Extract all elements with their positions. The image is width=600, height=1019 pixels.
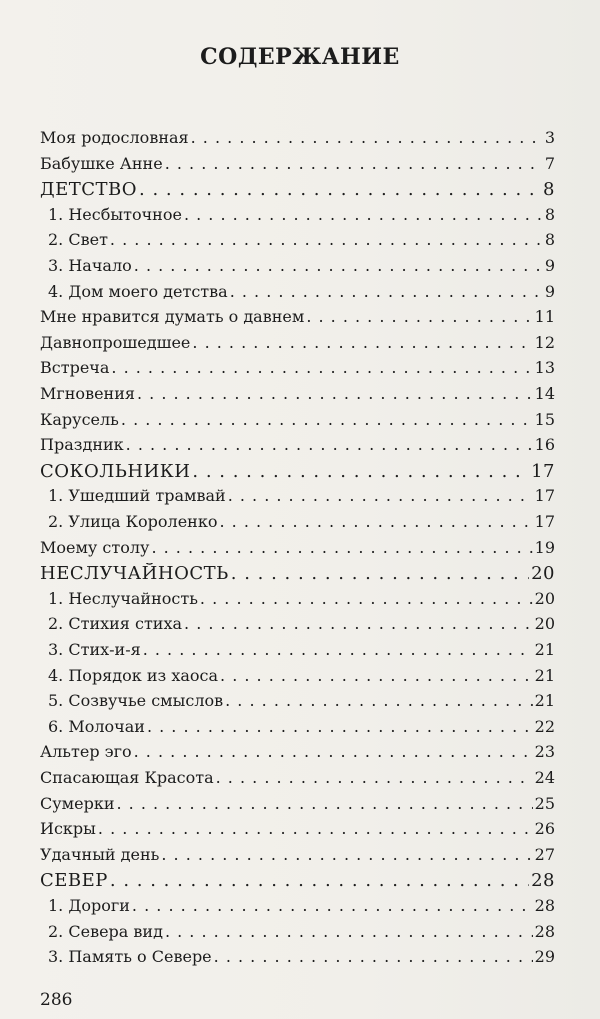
toc-entry	[40, 384, 555, 403]
toc-entry-page: 17	[531, 461, 555, 482]
toc-entry	[48, 589, 555, 608]
toc-entry	[48, 614, 555, 633]
toc-entry	[40, 538, 555, 557]
page-title: СОДЕРЖАНИЕ	[200, 44, 400, 70]
toc-entry	[40, 461, 555, 482]
toc-entry	[40, 845, 555, 864]
toc-entry	[40, 742, 555, 761]
toc-entry	[48, 947, 555, 966]
dot-leader	[200, 589, 533, 608]
toc-entry-title: Давнопрошедшее	[40, 333, 191, 352]
toc-entry-title: Мне нравится думать о давнем	[40, 307, 305, 326]
toc-entry-page: 11	[534, 307, 555, 326]
dot-leader	[143, 640, 533, 659]
dot-leader	[214, 947, 533, 966]
toc-entry-page: 3	[544, 128, 555, 147]
dot-leader	[111, 358, 532, 377]
toc-entry-title: Праздник	[40, 435, 124, 454]
toc-entry	[40, 870, 555, 891]
toc-entry-title: 2. Стихия стиха	[48, 614, 183, 633]
toc-entry	[48, 512, 555, 531]
toc-entry	[40, 333, 555, 352]
dot-leader	[98, 819, 533, 838]
toc-entry-title: 3. Начало	[48, 256, 132, 275]
dot-leader	[147, 717, 533, 736]
toc-entry-page: 28	[534, 896, 555, 915]
toc-entry-title: НЕСЛУЧАЙНОСТЬ	[40, 563, 229, 584]
toc-entry	[48, 205, 555, 224]
dot-leader	[132, 896, 533, 915]
toc-entry-title: Спасающая Красота	[40, 768, 214, 787]
dot-leader	[220, 666, 533, 685]
dot-leader	[192, 333, 532, 352]
dot-leader	[116, 794, 532, 813]
toc-entry-title: 1. Ушедший трамвай	[48, 486, 226, 505]
toc-entry	[48, 922, 555, 941]
toc-entry-title: Мгновения	[40, 384, 135, 403]
dot-leader	[228, 486, 533, 505]
toc-entry-title: 4. Дом моего детства	[48, 282, 228, 301]
toc-entry-title: 4. Порядок из хаоса	[48, 666, 219, 685]
toc-entry-title: 6. Молочаи	[48, 717, 145, 736]
dot-leader	[161, 845, 532, 864]
toc-entry-page: 23	[534, 742, 555, 761]
toc-entry-page: 17	[534, 512, 555, 531]
dot-leader	[191, 128, 543, 147]
dot-leader	[126, 435, 533, 454]
toc-entry	[48, 486, 555, 505]
toc-entry-title: Моя родословная	[40, 128, 189, 147]
toc-entry-page: 21	[534, 640, 555, 659]
toc-entry-page: 21	[534, 691, 555, 710]
toc-entry	[48, 256, 555, 275]
toc-entry-page: 20	[534, 614, 555, 633]
toc-entry-title: 3. Память о Севере	[48, 947, 212, 966]
toc-entry	[48, 666, 555, 685]
dot-leader	[165, 154, 543, 173]
toc-entry	[40, 794, 555, 813]
toc-entry-page: 14	[534, 384, 555, 403]
toc-entry	[40, 358, 555, 377]
dot-leader	[216, 768, 533, 787]
toc-entry-page: 28	[531, 870, 555, 891]
toc-entry-page: 15	[534, 410, 555, 429]
dot-leader	[110, 870, 529, 891]
toc-entry-page: 13	[534, 358, 555, 377]
toc-entry	[40, 154, 555, 173]
toc-entry	[40, 435, 555, 454]
dot-leader	[151, 538, 532, 557]
toc-entry-title: 1. Неслучайность	[48, 589, 198, 608]
toc-entry-title: 5. Созвучье смыслов	[48, 691, 224, 710]
toc-entry	[48, 896, 555, 915]
dot-leader	[230, 282, 543, 301]
toc-entry-page: 20	[531, 563, 555, 584]
toc-entry-title: СЕВЕР	[40, 870, 108, 891]
toc-entry-title: Моему столу	[40, 538, 150, 557]
toc-entry	[48, 717, 555, 736]
toc-entry-page: 9	[544, 282, 555, 301]
toc-entry	[40, 307, 555, 326]
toc-entry-title: Встреча	[40, 358, 110, 377]
toc-entry-title: 3. Стих-и-я	[48, 640, 141, 659]
toc-entry-page: 9	[544, 256, 555, 275]
toc-entry-page: 12	[534, 333, 555, 352]
dot-leader	[184, 205, 543, 224]
toc-entry	[40, 128, 555, 147]
page-number: 286	[40, 990, 73, 1010]
toc-entry	[40, 819, 555, 838]
dot-leader	[219, 512, 532, 531]
toc-entry-title: Бабушке Анне	[40, 154, 163, 173]
toc-entry-title: Сумерки	[40, 794, 115, 813]
toc-entry-title: 2. Улица Короленко	[48, 512, 218, 531]
toc-entry-page: 16	[534, 435, 555, 454]
toc-entry-title: ДЕТСТВО	[40, 179, 138, 200]
toc-entry-title: 2. Севера вид	[48, 922, 163, 941]
toc-entry-page: 8	[544, 205, 555, 224]
toc-entry-page: 28	[534, 922, 555, 941]
toc-entry-page: 29	[534, 947, 555, 966]
toc-entry-title: Искры	[40, 819, 96, 838]
toc-entry	[40, 768, 555, 787]
toc-entry-page: 8	[543, 179, 555, 200]
dot-leader	[134, 742, 533, 761]
toc-entry-page: 20	[534, 589, 555, 608]
toc-entry-title: 2. Свет	[48, 230, 108, 249]
toc-entry-page: 17	[534, 486, 555, 505]
dot-leader	[139, 179, 541, 200]
dot-leader	[225, 691, 533, 710]
toc-entry-title: Удачный день	[40, 845, 160, 864]
toc-entry	[40, 563, 555, 584]
toc-entry	[48, 640, 555, 659]
toc-entry-title: Альтер эго	[40, 742, 132, 761]
toc-entry-title: Карусель	[40, 410, 119, 429]
dot-leader	[121, 410, 533, 429]
toc-entry	[48, 691, 555, 710]
toc-entry-page: 8	[544, 230, 555, 249]
toc-entry-page: 22	[534, 717, 555, 736]
dot-leader	[134, 256, 543, 275]
toc-entry-page: 19	[534, 538, 555, 557]
dot-leader	[306, 307, 532, 326]
toc-entry-page: 26	[534, 819, 555, 838]
dot-leader	[165, 922, 533, 941]
toc-entry	[48, 282, 555, 301]
toc-entry-title: 1. Несбыточное	[48, 205, 182, 224]
toc-entry-page: 27	[534, 845, 555, 864]
toc-entry	[40, 179, 555, 200]
toc-entry-page: 24	[534, 768, 555, 787]
toc-entry-page: 7	[544, 154, 555, 173]
dot-leader	[192, 461, 529, 482]
toc-entry	[48, 230, 555, 249]
toc-entry	[40, 410, 555, 429]
toc-entry-page: 25	[534, 794, 555, 813]
toc-entry-page: 21	[534, 666, 555, 685]
toc-entry-title: СОКОЛЬНИКИ	[40, 461, 191, 482]
dot-leader	[231, 563, 529, 584]
dot-leader	[137, 384, 533, 403]
dot-leader	[110, 230, 543, 249]
dot-leader	[184, 614, 533, 633]
toc-entry-title: 1. Дороги	[48, 896, 130, 915]
